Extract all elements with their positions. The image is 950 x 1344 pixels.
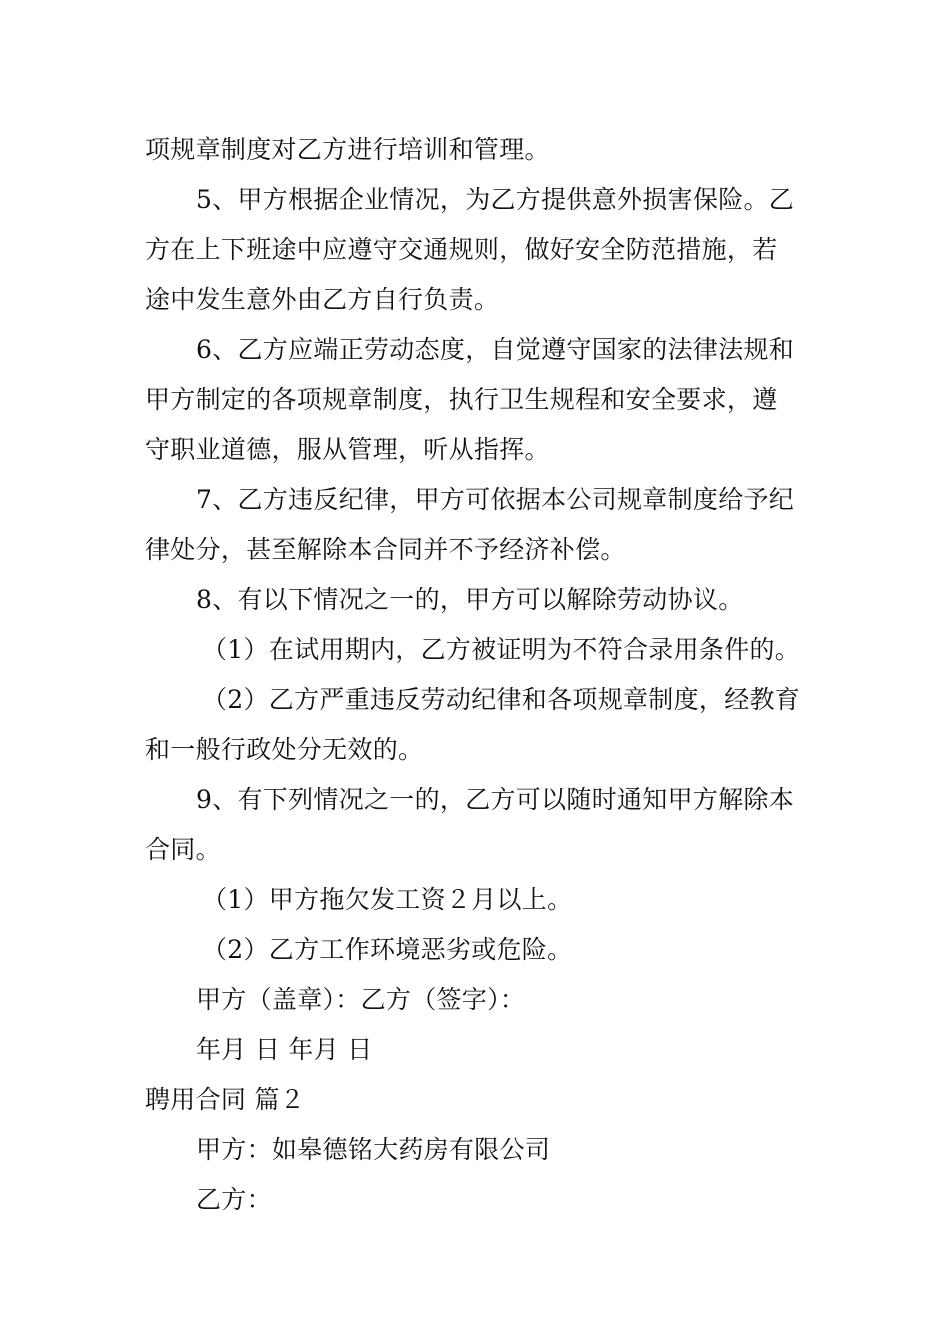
clause-6-line: 6、乙方应端正劳动态度，自觉遵守国家的法律法规和 xyxy=(196,335,795,364)
sub-item-line: （2）乙方严重违反劳动纪律和各项规章制度，经教育 xyxy=(202,685,801,714)
sub-item-line: （1）在试用期内，乙方被证明为不符合录用条件的。 xyxy=(202,635,801,664)
signature-line: 甲方（盖章）：乙方（签字）： xyxy=(196,985,526,1014)
paragraph-line: 守职业道德，服从管理，听从指挥。 xyxy=(145,435,550,464)
paragraph-line: 甲方制定的各项规章制度，执行卫生规程和安全要求，遵 xyxy=(145,385,778,414)
clause-7-line: 7、乙方违反纪律，甲方可依据本公司规章制度给予纪 xyxy=(196,485,795,514)
party-b-line: 乙方： xyxy=(196,1185,272,1214)
date-line: 年月 日 年月 日 xyxy=(196,1035,373,1064)
paragraph-line: 方在上下班途中应遵守交通规则，做好安全防范措施，若 xyxy=(145,235,778,264)
paragraph-line: 项规章制度对乙方进行培训和管理。 xyxy=(145,135,550,164)
clause-5-line: 5、甲方根据企业情况，为乙方提供意外损害保险。乙 xyxy=(196,185,795,214)
section-heading: 聘用合同 篇２ xyxy=(145,1085,306,1114)
paragraph-line: 合同。 xyxy=(145,835,221,864)
paragraph-line: 途中发生意外由乙方自行负责。 xyxy=(145,285,500,314)
clause-9-line: 9、有下列情况之一的，乙方可以随时通知甲方解除本 xyxy=(196,785,795,814)
clause-8-line: 8、有以下情况之一的，甲方可以解除劳动协议。 xyxy=(196,585,744,614)
sub-item-line: （2）乙方工作环境恶劣或危险。 xyxy=(202,935,573,964)
paragraph-line: 和一般行政处分无效的。 xyxy=(145,735,424,764)
party-a-line: 甲方：如皋德铭大药房有限公司 xyxy=(196,1135,551,1164)
sub-item-line: （1）甲方拖欠发工资２月以上。 xyxy=(202,885,573,914)
paragraph-line: 律处分，甚至解除本合同并不予经济补偿。 xyxy=(145,535,626,564)
